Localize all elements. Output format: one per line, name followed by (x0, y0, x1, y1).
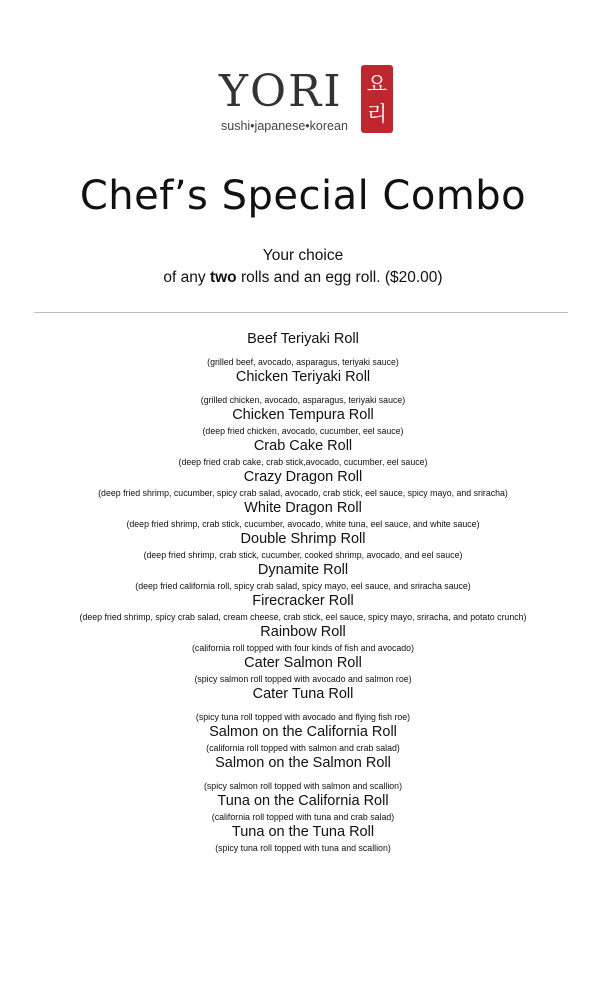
intro-line-2 (0, 267, 606, 289)
item-description: (california roll topped with four kinds of fish and avocado) (192, 643, 414, 653)
item-name: Dynamite Roll (257, 562, 349, 578)
item-name: Chicken Teriyaki Roll (235, 369, 371, 385)
item-description: (deep fried chicken, avocado, cucumber, eel sauce) (202, 426, 404, 436)
item-description: (california roll topped with salmon and crab salad) (206, 743, 400, 753)
item-name: Double Shrimp Roll (240, 531, 366, 547)
menu-item (0, 368, 606, 406)
roll-menu (0, 330, 606, 854)
item-description: (deep fried shrimp, crab stick, cucumber, avocado, white tuna, eel sauce, and white sauce) (126, 519, 480, 529)
page-title: Chef’s Special Combo (79, 173, 527, 219)
menu-item (0, 437, 606, 468)
item-name: Salmon on the California Roll (209, 724, 397, 740)
item-description: (deep fried shrimp, spicy crab salad, cream cheese, crab stick, eel sauce, spicy mayo, sriracha, and potato crunch) (79, 612, 527, 622)
menu-item (0, 406, 606, 437)
logo-seal-char-2: 리 (366, 102, 388, 126)
item-name: Tuna on the Tuna Roll (231, 824, 375, 840)
intro-post: rolls and an egg roll. ($20.00) (236, 269, 443, 286)
item-name: Salmon on the Salmon Roll (215, 755, 391, 771)
menu-item (0, 499, 606, 530)
item-name: Beef Teriyaki Roll (247, 331, 359, 347)
item-description: (california roll topped with tuna and crab salad) (211, 812, 395, 822)
combo-intro (0, 245, 606, 289)
item-description: (grilled chicken, avocado, asparagus, teriyaki sauce) (200, 395, 406, 405)
item-description: (spicy tuna roll topped with avocado and flying fish roe) (195, 712, 411, 722)
item-name: Firecracker Roll (252, 593, 354, 609)
item-description: (deep fried california roll, spicy crab salad, spicy mayo, eel sauce, and sriracha sauce) (135, 581, 471, 591)
item-description: (grilled beef, avocado, asparagus, teriyaki sauce) (207, 357, 399, 367)
menu-item (0, 723, 606, 754)
item-name: Crazy Dragon Roll (243, 469, 363, 485)
menu-item (0, 592, 606, 623)
item-description: (deep fried crab cake, crab stick,avocado, cucumber, eel sauce) (178, 457, 428, 467)
item-name: Tuna on the California Roll (217, 793, 389, 809)
logo-seal (361, 65, 393, 133)
menu-item (0, 823, 606, 854)
item-name: Rainbow Roll (260, 624, 346, 640)
menu-item (0, 561, 606, 592)
logo-tagline: sushi•japanese•korean (221, 119, 348, 133)
intro-pre: of any (163, 269, 210, 286)
menu-item (0, 623, 606, 654)
intro-line-1: Your choice (262, 247, 344, 264)
item-description: (spicy salmon roll topped with avocado and salmon roe) (194, 674, 412, 684)
menu-item (0, 685, 606, 723)
item-description: (spicy salmon roll topped with salmon and scallion) (203, 781, 403, 791)
menu-item (0, 754, 606, 792)
menu-item (0, 468, 606, 499)
intro-bold: two (209, 269, 237, 286)
section-divider (34, 312, 568, 313)
item-description: (spicy tuna roll topped with tuna and scallion) (215, 843, 391, 853)
item-name: Chicken Tempura Roll (232, 407, 374, 423)
menu-item (0, 654, 606, 685)
menu-item (0, 330, 606, 368)
item-description: (deep fried shrimp, crab stick, cucumber, cooked shrimp, avocado, and eel sauce) (143, 550, 463, 560)
item-name: Cater Salmon Roll (244, 655, 362, 671)
item-name: White Dragon Roll (244, 500, 362, 516)
logo-wordmark: YORI (219, 66, 343, 117)
menu-item (0, 530, 606, 561)
item-name: Cater Tuna Roll (252, 686, 354, 702)
menu-item (0, 792, 606, 823)
logo-seal-char-1: 요 (366, 72, 388, 96)
item-description: (deep fried shrimp, cucumber, spicy crab salad, avocado, crab stick, eel sauce, spicy mayo, and sriracha) (98, 488, 508, 498)
yori-logo (213, 63, 395, 138)
item-name: Crab Cake Roll (253, 438, 353, 454)
